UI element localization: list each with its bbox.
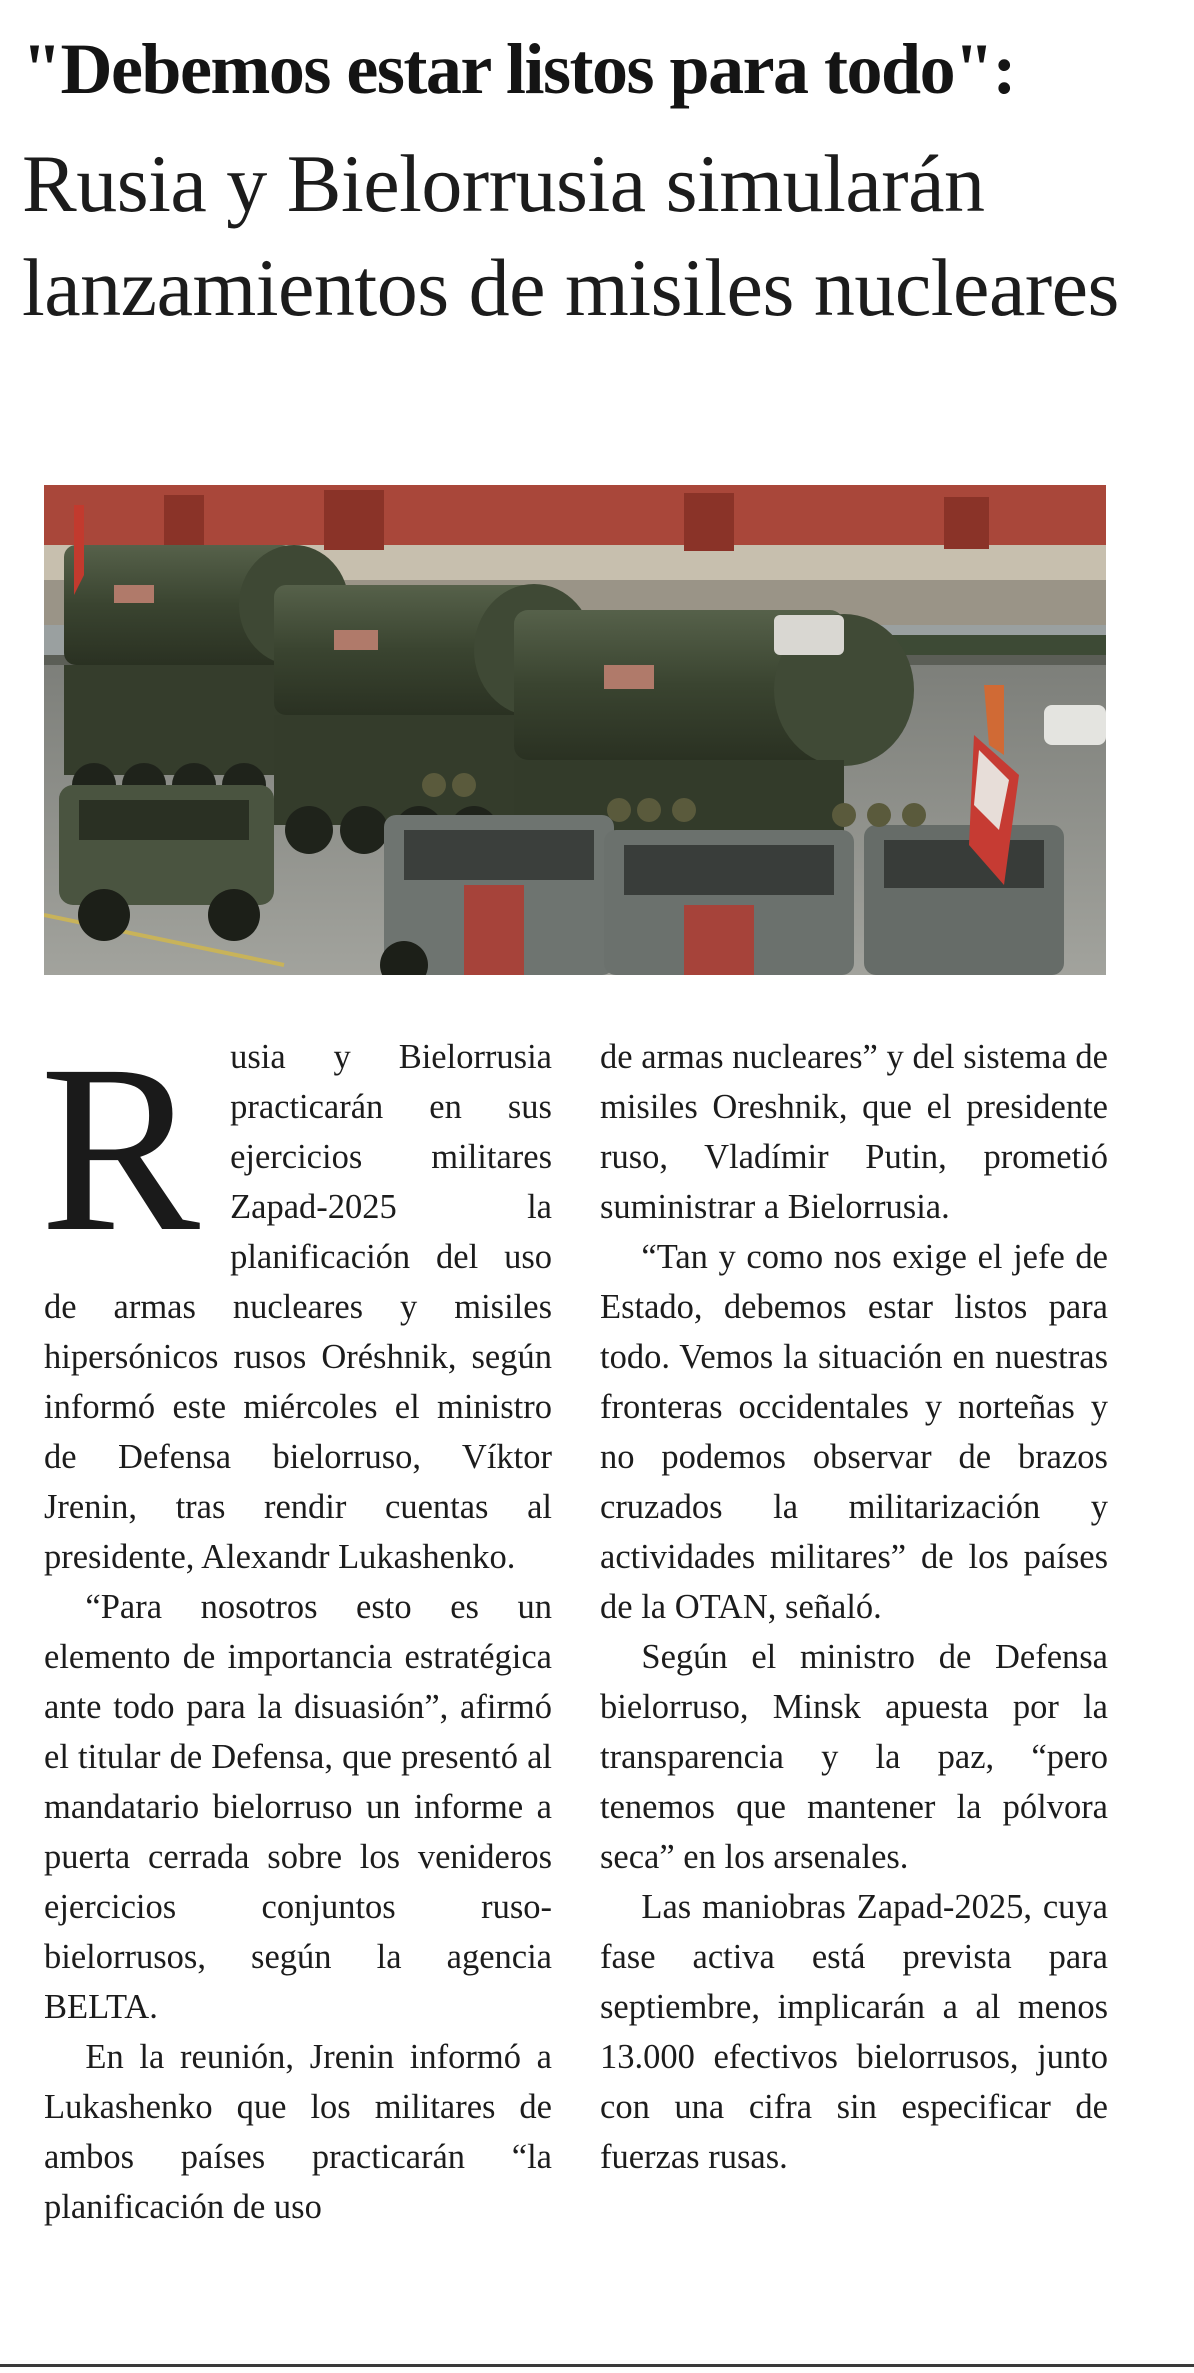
article-body-right-column xyxy=(600,1032,1108,2182)
body-paragraph: de armas nucleares” y del sistema de misiles Oreshnik, que el presidente ruso, Vladímir Putin, prometió suministrar a Bielorrusia. xyxy=(600,1038,1108,1226)
body-paragraph: “Tan y como nos exige el jefe de Estado, debemos estar listos para todo. Vemos la situación en nuestras fronteras occidentales y norteñas y no podemos observar de brazos cruzados la militarización y actividades militares” de los países de la OTAN, señaló. xyxy=(600,1238,1108,1626)
body-paragraph: “Para nosotros esto es un elemento de importancia estratégica ante todo para la disuasión”, afirmó el titular de Defensa, que presentó al mandatario bielorruso un informe a puerta cerrada sobre los venideros ejercicios conjuntos ruso-bielorrusos, según la agencia BELTA. xyxy=(44,1588,552,2026)
body-paragraph: Rusia y Bielorrusia practicarán en sus ejercicios militares Zapad-2025 la planificación del uso de armas nucleares y misiles hipersónicos rusos Oréshnik, según informó este miércoles el ministro de Defensa bielorruso, Víktor Jrenin, tras rendir cuentas al presidente, Alexandr Lukashenko. xyxy=(40,1015,552,1576)
body-paragraph: Según el ministro de Defensa bielorruso, Minsk apuesta por la transparencia y la paz, “pero tenemos que mantener la pólvora seca” en los arsenales. xyxy=(600,1638,1108,1876)
article-photo xyxy=(44,485,1106,975)
article-kicker: "Debemos estar listos para todo": xyxy=(22,29,1016,109)
article-body-left-column xyxy=(40,1015,552,2232)
body-paragraph: Las maniobras Zapad-2025, cuya fase activa está prevista para septiembre, implicarán a al menos 13.000 efectivos bielorrusos, junto con una cifra sin especificar de fuerzas rusas. xyxy=(600,1888,1108,2176)
bottom-divider xyxy=(0,2364,1194,2367)
body-paragraph: En la reunión, Jrenin informó a Lukashenko que los militares de ambos países practicarán “la planificación de uso xyxy=(44,2038,552,2226)
article-headline: Rusia y Bielorrusia simularán lanzamientos de misiles nucleares xyxy=(22,138,1119,333)
parade-illustration xyxy=(44,485,1106,975)
